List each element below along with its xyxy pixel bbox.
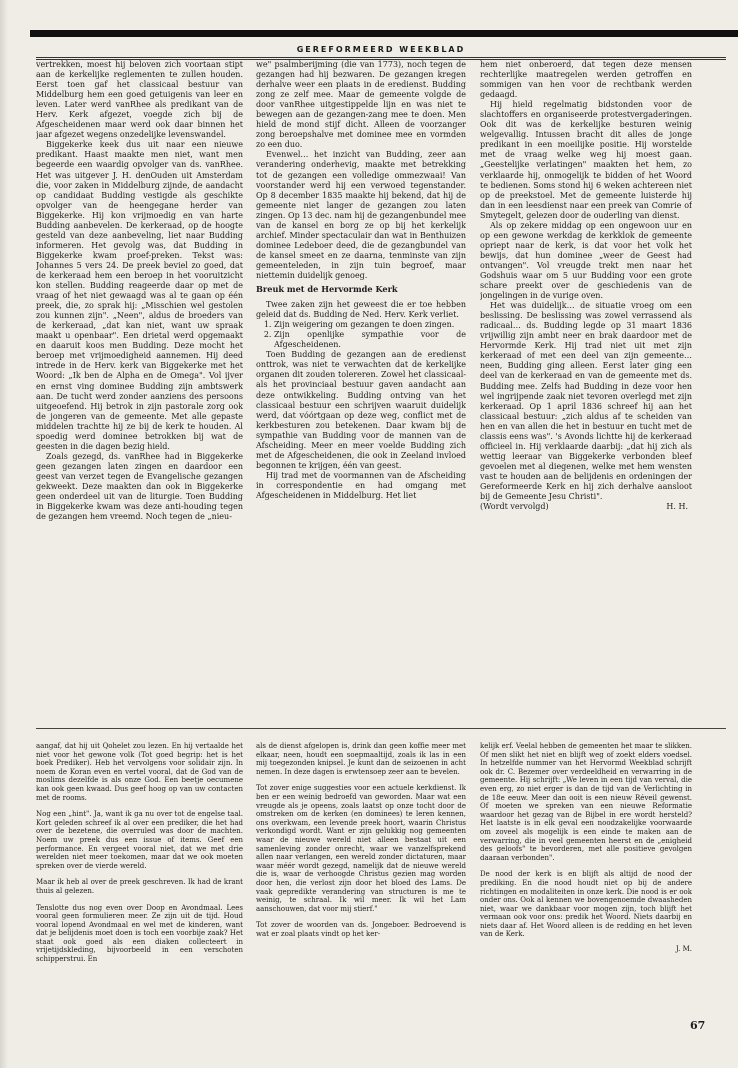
article-column-2 [256,60,466,725]
paragraph: hem niet onberoerd, dat tegen deze mensen rechterlijke maatregelen werden getroffen en sommigen van hen voor de rechtbank werden gedaagd. [480,60,692,100]
paragraph: Het was duidelijk… de situatie vroeg om een beslissing. De beslissing was zowel verrassend als radicaal… ds. Budding legde op 31 maart 1836 vrijwillig zijn ambt neer en brak daardoor met de Hervormde Kerk. Hij trad niet uit met zijn kerkeraad of met een deel van zijn gemeente… neen, Budding ging alleen. Eerst later ging een deel van de kerkeraad en van de gemeente met ds. Budding mee. Zelfs had Budding in deze voor hen wel ingrijpende zaak niet tevoren overlegd met zijn kerkeraad. Op 1 april 1836 schreef hij aan het classicaal bestuur: „zich aldus af te scheiden van hen en van allen die het in bestuur en tucht met de classis eens was". 's Avonds lichtte hij de kerkeraad officieel in. Hij verklaarde daarbij: „dat hij zich als wettig leeraar van Biggekerke verbonden bleef gevoelen met al diegenen, welke met hem wensten vast te houden aan de belijdenis en ordeningen der Gereformeerde Kerk en hij zich derhalve aansloot bij de Gemeente Jesu Christi". [480,301,692,502]
paragraph: Hij trad met de voormannen van de Afscheiding in correspondentie en had omgang met Afgescheidenen in Middelburg. Het liet [256,470,466,500]
author-initials: H. H. [666,502,688,512]
page-header: GEREFORMEERD WEEKBLAD [296,45,466,54]
paragraph: Zoals gezegd, ds. vanRhee had in Biggekerke geen gezangen laten zingen en daardoor een geest van verzet tegen de Evangelische gezangen gekweekt. Deze maakten dan ook in Biggekerke geen onderdeel uit van de liturgie. Toen Budding in Biggekerke kwam was deze anti-houding tegen de gezangen hem vreemd. Noch tegen de „nieu- [36,451,243,522]
lower-column-2 [256,742,466,1032]
continued-note: (Wordt vervolgd) [480,502,549,512]
paragraph: Evenwel… het inzicht van Budding, zeer aan verandering onderhevig, maakte met betrekking tot de gezangen een volledige ommezwaai! Van voorstander werd hij een verwoed tegenstander. Op 8 december 1835 maakte hij bekend, dat hij de gemeente niet langer de gezangen zou laten zingen. Op 13 dec. nam hij de gezangenbundel mee van de kansel en borg ze op bij het kerkelijk archief. Minder spectaculair dan wat in Benthuizen dominee Ledeboer deed, die de gezangbundel van de kansel smeet en ze daarna, tenminste van zijn gemeenteleden, in zijn tuin begroef, maar niettemin duidelijk genoeg. [256,150,466,280]
page-edge-shadow [0,0,8,1068]
paragraph: De nood der kerk is en blijft als altijd de nood der prediking. En die nood houdt niet op bij de andere richtingen en modaliteiten in onze kerk. Die nood is er ook onder ons. Ook al kennen we bovengenoemde dwaasheden niet, waar we dankbaar voor mogen zijn, toch blijft het vermaan ook voor ons: predik het Woord. Niets daarbij en niets daar af. Het Woord alleen is de redding en het leven van de Kerk. [480,870,692,939]
numbered-list [256,320,466,350]
paragraph: Tot zover enige suggesties voor een actuele kerkdienst. Ik ben er een weinig bedroefd van geworden. Maar wat een vreugde als je opeens, zoals laatst op onze tocht door de omstreken om de kerken (en dominees) te leren kennen, ons overkwam, een levende preek hoort, waarin Christus verkondigd wordt. Want er zijn gelukkig nog gemeenten waar de nieuwe wereld niet alleen bestaat uit een samenleving zonder onrecht, waar we vanzelfsprekend allen naar verlangen, een wereld zonder dictaturen, maar waar méér wordt gezegd, namelijk dat de nieuwe wereld die is, waar de verhoogde Christus gezien mag worden door hen, die verlost zijn door het bloed des Lams. De vaak gepredikte verandering van structuren is me te weinig, te schraal. Ik wil meer. Ik wil het Lam aanschouwen, dat voor mij stierf." [256,784,466,913]
lower-column-1 [36,742,243,1032]
paragraph: Als op zekere middag op een ongewoon uur en op een gewone werkdag de kerkklok de gemeente opriept naar de kerk, is dat voor het volk het bewijs, dat hun dominee „weer de Geest had ontvangen". Vol vreugde trekt men naar het Godshuis waar om 5 uur Budding voor een grote schare preekt over de geschiedenis van de jongelingen in de vurige oven. [480,220,692,301]
section-divider [36,728,726,729]
paragraph: Nog een „hint". Ja, want ik ga nu over tot de engelse taal. Kort geleden schreef ik al over een prediker, die het had over de bezetene, die overruled was door de machten. Noem uw preek dus een issue of items. Geef een performance. En vergeet vooral niet, dat we met drie werelden niet meer toekomen, maar dat we ook moeten spreken over de vierde wereld. [36,810,243,870]
paragraph: we" psalmberijming (die van 1773), noch tegen de gezangen had hij bezwaren. De gezangen kregen derhalve weer een plaats in de eredienst. Budding zong ze zelf mee. Maar de gemeente volgde de door vanRhee uitgestippelde lijn en was niet te bewegen aan de gezangen-zang mee te doen. Men hield de mond stijf dicht. Alleen de voorzanger zong beroepshalve met dominee mee en vormden zo een duo. [256,60,466,150]
article-column-3 [480,60,692,725]
paragraph: Hij hield regelmatig bidstonden voor de slachtoffers en organiseerde protestvergaderingen. Ook dit was de kerkelijke besturen weinig welgevallig. Intussen bracht dit alles de jonge predikant in een moeilijke positie. Hij worstelde met de vraag welke weg hij moest gaan. „Geestelijke verlatingen" maakten het hem, zo verklaarde hij, onmogelijk te bidden of het Woord te bedienen. Soms stond hij 6 weken achtereen niet op de preekstoel. Met de gemeente luisterde hij dan in een leesdienst naar een preek van Comrie of Smytegelt, gelezen door de ouderling van dienst. [480,100,692,220]
article-signoff [480,502,692,512]
paragraph: Biggekerke keek dus uit naar een nieuwe predikant. Haast maakte men niet, want men begeerde een waardig opvolger van ds. vanRhee. Het was uitgever J. H. denOuden uit Amsterdam die, voor zaken in Middelburg zijnde, de aandacht op candidaat Budding vestigde als geschikte opvolger van de heengegane herder van Biggekerke. Hij kon vrijmoedig en van harte Budding aanbevelen. De kerkeraad, op de hoogte gesteld van deze aanbeveling, liet naar Budding informeren. Het gevolg was, dat Budding in Biggekerke kwam proef-preken. Tekst was: Johannes 5 vers 24. De preek beviel zo goed, dat de kerkeraad hem een beroep in het vooruitzicht kon stellen. Budding reageerde daar op met de vraag of het niet gewaagd was al te gaan op één preek, die, zo sprak hij: „Misschien wel gestolen zou kunnen zijn". „Neen", aldus de broeders van de kerkeraad, „dat kan niet, want uw spraak maakt u openbaar". Een drietal werd opgemaakt en daaruit koos men Budding. Deze mocht het beroep met vrijmoedigheid aannemen. Hij deed intrede in de Herv. kerk van Biggekerke met het Woord: „Ik ben de Alpha en de Omega". Vol ijver en ernst ving dominee Budding zijn ambtswerk aan. De tucht werd zonder aanziens des persoons uitgeoefend. Hij betrok in zijn pastorale zorg ook de jongeren van de gemeente. Met alle gepaste middelen trachtte hij ze bij de kerk te houden. Al spoedig werd dominee betrokken bij wat de geesten in die dagen bezig hield. [36,140,243,451]
paragraph: Twee zaken zijn het geweest die er toe hebben geleid dat ds. Budding de Ned. Herv. Kerk verliet. [256,300,466,320]
paragraph: aangaf, dat hij uit Qohelet zou lezen. En hij vertaalde het niet voor het gewone volk (Tot goed begrip: het is het boek Prediker). Heb het vervolgens voor solidair zijn. In noem de Koran even en vertel vooral, dat de God van de moslims dezelfde is als onze God. Een beetje oecumene kan ook geen kwaad. Dus geef hoog op van uw contacten met de rooms. [36,742,243,802]
section-heading: Breuk met de Hervormde Kerk [256,284,398,295]
paragraph: Maar ik heb al over de preek geschreven. Ik had de krant thuis al gelezen. [36,878,243,895]
author-initials: J. M. [675,945,692,954]
paragraph: kelijk erf. Veelal hebben de gemeenten het maar te slikken. Of men slikt het niet en blijft weg of zoekt elders voedsel. In hetzelfde nummer van het Hervormd Weekblad schrijft ook dr. C. Bezemer over verdeeldheid en verwarring in de gemeente. Hij schrijft: „We leven in een tijd van verval, die even erg, zo niet erger is dan de tijd van de Verlichting in de 18e eeuw. Meer dan ooit is een nieuw Réveil gewenst. Of moeten we spreken van een nieuwe Reformatie waardoor het gezag van de Bijbel in ere wordt hersteld? Het laatste is in elk geval een noodzakelijke voorwaarde om zoveel als mogelijk is een einde te maken aan de verwarring, die in veel gemeenten heerst en de „enigheid des geloofs" te bevorderen, met alle positieve gevolgen daaraan verbonden". [480,742,692,862]
page-number: 67 [690,1019,706,1032]
article-column-1 [36,60,243,725]
paragraph: Tenslotte dus nog even over Doop en Avondmaal. Lees vooral geen formulieren meer. Ze zijn uit de tijd. Houd vooral lopend Avondmaal en wel met de kinderen, want dat je belijdenis moet doen is toch een voorbije zaak? Het staat ook goed als een diaken collecteert in vrijetijdskleding, bijvoorbeeld in een verschoten schipperstrui. En [36,903,243,964]
list-item: 1. Zijn weigering om gezangen te doen zingen. [274,320,466,330]
lower-column-3 [480,742,692,1032]
paragraph: Toen Budding de gezangen aan de eredienst onttrok, was niet te verwachten dat de kerkelijke organen dit zouden tolereren. Zowel het classicaal- als het provinciaal bestuur gaven aandacht aan deze ontwikkeling. Budding ontving van het classicaal bestuur een schrijven waaruit duidelijk werd, dat vóórtgaan op deze weg, conflict met de kerkbesturen zou betekenen. Daar kwam bij de sympathie van Budding voor de mannen van de Afscheiding. Meer en meer voelde Budding zich met de Afgescheidenen, die ook in Zeeland invloed begonnen te krijgen, één van geest. [256,350,466,470]
list-item: 2. Zijn openlijke sympathie voor de Afgescheidenen. [274,330,466,350]
top-black-bar [30,30,738,37]
paragraph: Tot zover de woorden van ds. Jongeboer. Bedroevend is wat er zoal plaats vindt op het ker- [256,921,466,938]
paragraph: als de dienst afgelopen is, drink dan geen koffie meer met elkaar, neen, houdt een soepmaaltijd, zoals ik las in een mij toegezonden knipsel. Je kunt dan de seizoenen in acht nemen. In deze dagen is erwtensoep zeer aan te bevelen. [256,742,466,776]
header-rule [36,57,726,58]
paragraph: vertrekken, moest hij beloven zich voortaan stipt aan de kerkelijke reglementen te zullen houden. Eerst toen gaf het classicaal bestuur van Middelburg hem een goed getuigenis van leer en leven. Later werd vanRhee als predikant van de Herv. Kerk afgezet, voegde zich bij de Afgescheidenen maar werd ook daar binnen het jaar afgezet wegens onzedelijke levenswandel. [36,60,243,140]
